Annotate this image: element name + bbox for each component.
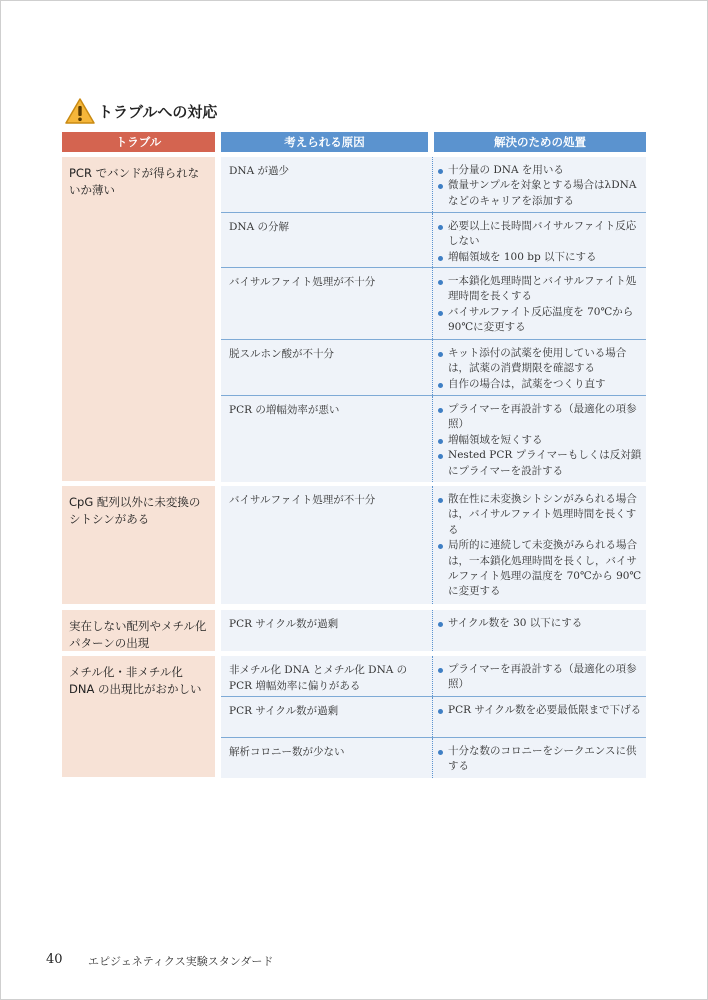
solution-item: プライマーを再設計する（最適化の項参照） (437, 402, 642, 433)
page-number: 40 (46, 952, 63, 967)
solution-item: 十分な数のコロニーをシークエンスに供する (437, 744, 642, 775)
column-divider (432, 157, 433, 212)
solution-item: サイクル数を 30 以下にする (437, 616, 642, 631)
solution-item: 微量サンプルを対象とする場合はλDNA などのキャリアを添加する (437, 178, 642, 209)
trouble-cell: CpG 配列以外に未変換のシトシンがある (62, 486, 215, 604)
column-divider (432, 738, 433, 778)
cause-text: PCR の増幅効率が悪い (229, 404, 340, 416)
trouble-group (62, 486, 646, 604)
cause-text: 脱スルホン酸が不十分 (229, 348, 334, 360)
solution-list (437, 616, 642, 631)
cause-text: 解析コロニー数が少ない (229, 746, 345, 758)
table-row (221, 656, 646, 696)
column-divider (432, 340, 433, 395)
table-row (221, 395, 646, 482)
column-divider (432, 213, 433, 267)
solution-list (437, 274, 642, 336)
table-row (221, 696, 646, 737)
warning-icon (64, 97, 96, 125)
solution-list (437, 744, 642, 775)
column-divider (432, 268, 433, 339)
solution-list (437, 492, 642, 600)
solution-list (437, 402, 642, 479)
column-divider (432, 610, 433, 651)
table-row (221, 737, 646, 778)
trouble-cell: メチル化・非メチル化 DNA の出現比がおかしい (62, 656, 215, 777)
table-row (221, 212, 646, 267)
solution-list (437, 703, 642, 718)
book-title: エピジェネティクス実験スタンダード (88, 955, 274, 968)
solution-item: バイサルファイト反応温度を 70℃から 90℃に変更する (437, 305, 642, 336)
column-header-solution: 解決のための処置 (434, 132, 646, 152)
cause-text: PCR サイクル数が過剰 (229, 705, 339, 717)
solution-item: 局所的に連続して未変換がみられる場合は，一本鎖化処理時間を長くし，バイサルファイト処理の温度を 70℃から 90℃に変更する (437, 538, 642, 600)
table-row (221, 157, 646, 212)
solution-item: プライマーを再設計する（最適化の項参照） (437, 662, 642, 693)
column-divider (432, 656, 433, 696)
solution-item: 一本鎖化処理時間とバイサルファイト処理時間を長くする (437, 274, 642, 305)
trouble-group (62, 656, 646, 777)
cause-text: DNA の分解 (229, 221, 290, 233)
column-divider (432, 486, 433, 604)
solution-list (437, 163, 642, 209)
table-row (221, 610, 646, 651)
solution-item: 増幅領域を短くする (437, 433, 642, 448)
solution-item: 自作の場合は，試薬をつくり直す (437, 377, 642, 392)
solution-list (437, 662, 642, 693)
cause-text: バイサルファイト処理が不十分 (229, 494, 376, 506)
cause-text: DNA が過少 (229, 165, 290, 177)
trouble-group (62, 610, 646, 651)
section-title: トラブルへの対応 (98, 102, 218, 121)
section-heading (64, 96, 217, 126)
column-divider (432, 697, 433, 737)
solution-list (437, 219, 642, 265)
solution-item: 散在性に未変換シトシンがみられる場合は，バイサルファイト処理時間を長くする (437, 492, 642, 538)
solution-item: 増幅領域を 100 bp 以下にする (437, 250, 642, 265)
cause-text: バイサルファイト処理が不十分 (229, 276, 376, 288)
solution-item: キット添付の試薬を使用している場合は，試薬の消費期限を確認する (437, 346, 642, 377)
table-row (221, 339, 646, 395)
trouble-cell: PCR でバンドが得られないか薄い (62, 157, 215, 481)
cause-text: 非メチル化 DNA とメチル化 DNA の PCR 増幅効率に偏りがある (229, 664, 408, 692)
column-header-trouble: トラブル (62, 132, 215, 152)
solution-item: 必要以上に長時間バイサルファイト反応しない (437, 219, 642, 250)
table-row (221, 267, 646, 339)
cause-text: PCR サイクル数が過剰 (229, 618, 339, 630)
column-divider (432, 396, 433, 482)
column-header-cause: 考えられる原因 (221, 132, 428, 152)
solution-list (437, 346, 642, 392)
solution-item: Nested PCR プライマーもしくは反対鎖にプライマーを設計する (437, 448, 642, 479)
table-row (221, 486, 646, 604)
solution-item: PCR サイクル数を必要最低限まで下げる (437, 703, 642, 718)
trouble-group (62, 157, 646, 481)
trouble-cell: 実在しない配列やメチル化パターンの出現 (62, 610, 215, 651)
solution-item: 十分量の DNA を用いる (437, 163, 642, 178)
